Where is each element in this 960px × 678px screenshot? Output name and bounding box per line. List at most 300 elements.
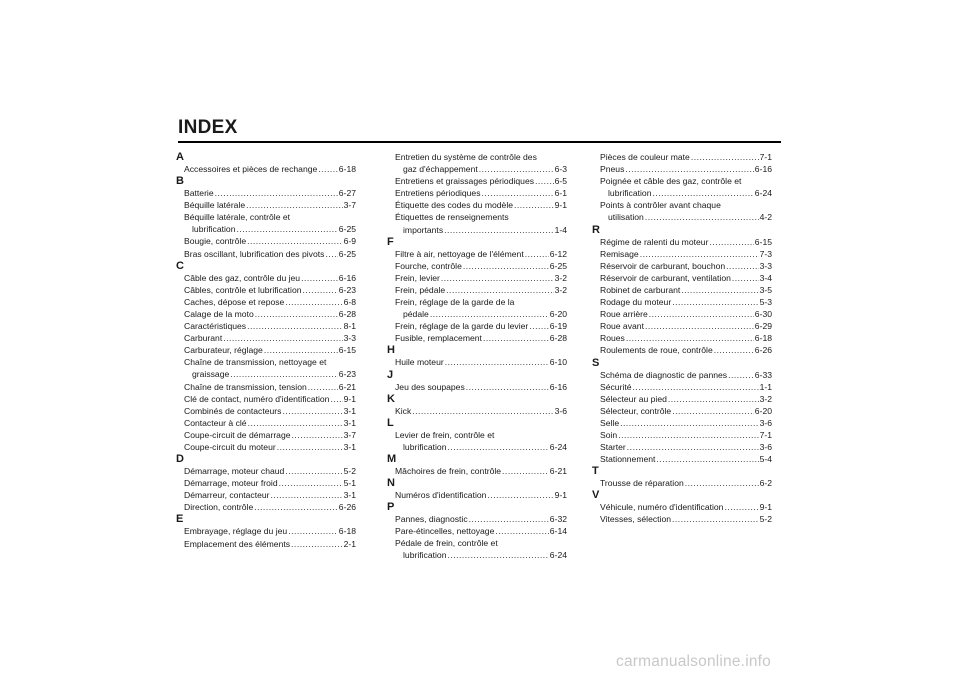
index-entry[interactable]	[184, 489, 356, 501]
index-entry[interactable]	[395, 248, 567, 260]
entry-text: Robinet de carburant	[600, 284, 681, 295]
index-entry[interactable]	[395, 489, 567, 501]
entry-text: Embrayage, réglage du jeu	[184, 526, 288, 537]
page-ref: 6-2	[759, 478, 772, 489]
page-ref: 6-33	[754, 369, 772, 380]
index-letter: E	[176, 513, 184, 526]
index-entry[interactable]	[395, 465, 567, 477]
page-ref: 3-3	[759, 260, 772, 271]
page-ref: 9-1	[554, 489, 567, 500]
page-ref: 3-1	[343, 441, 356, 452]
page-title: INDEX	[178, 117, 238, 138]
page-ref: 3-2	[554, 272, 567, 283]
dot-leader	[709, 236, 753, 248]
index-entry[interactable]	[184, 381, 356, 393]
page-ref: 6-14	[549, 526, 567, 537]
entry-text: Levier de frein, contrôle et	[395, 429, 495, 440]
entry-text: Frein, réglage de la garde de la	[395, 297, 515, 308]
entry-text: Réservoir de carburant, ventilation	[600, 272, 731, 283]
dot-leader	[292, 429, 343, 441]
entry-text: graissage	[192, 369, 230, 380]
page-ref: 5-2	[759, 514, 772, 525]
dot-leader	[255, 308, 338, 320]
page-ref: 6-20	[754, 405, 772, 416]
entry-text: Caches, dépose et repose	[184, 296, 285, 307]
index-entry[interactable]	[600, 513, 772, 525]
entry-text: Réservoir de carburant, bouchon	[600, 260, 726, 271]
page-ref: 6-26	[338, 502, 356, 513]
page-ref: 3-1	[343, 490, 356, 501]
dot-leader	[447, 549, 548, 561]
entry-text: pédale	[403, 309, 429, 320]
index-entry[interactable]	[184, 320, 356, 332]
page-ref: 6-32	[549, 514, 567, 525]
dot-leader	[247, 320, 342, 332]
page-ref: 3-7	[343, 429, 356, 440]
page-ref: 6-21	[338, 381, 356, 392]
dot-leader	[618, 429, 758, 441]
page-ref: 3-3	[343, 333, 356, 344]
index-letter: M	[387, 452, 397, 465]
entry-text: Démarrage, moteur chaud	[184, 466, 285, 477]
index-entry[interactable]	[600, 501, 772, 513]
index-entry[interactable]	[600, 429, 772, 441]
index-entry[interactable]	[184, 405, 356, 417]
dot-leader	[535, 175, 554, 187]
index-entry[interactable]	[184, 441, 356, 453]
page-ref: 3-7	[343, 200, 356, 211]
dot-leader	[230, 368, 338, 380]
index-entry[interactable]	[184, 393, 356, 405]
dot-leader	[303, 284, 338, 296]
entry-text: Sécurité	[600, 381, 632, 392]
index-entry[interactable]	[395, 296, 567, 320]
entry-text: Frein, levier	[395, 272, 440, 283]
page-ref: 6-25	[338, 248, 356, 259]
page-ref: 6-25	[549, 260, 567, 271]
dot-leader	[728, 369, 754, 381]
page-ref: 5-4	[759, 454, 772, 465]
page-ref: 9-1	[759, 502, 772, 513]
entry-text: Carburant	[184, 333, 223, 344]
page-ref: 3-6	[554, 405, 567, 416]
entry-text: Entretiens périodiques	[395, 188, 481, 199]
index-column-2	[387, 151, 567, 561]
index-entry[interactable]	[600, 477, 772, 489]
dot-leader	[285, 465, 342, 477]
index-letter: S	[592, 356, 600, 369]
page-ref: 5-2	[343, 466, 356, 477]
entry-text: Étiquette des codes du modèle	[395, 200, 514, 211]
title-rule	[178, 141, 781, 143]
page-ref: 6-19	[549, 321, 567, 332]
page-ref: 6-16	[338, 272, 356, 283]
page-ref: 6-16	[549, 381, 567, 392]
page-ref: 6-8	[343, 296, 356, 307]
page-ref: 1-4	[554, 224, 567, 235]
index-entry[interactable]	[600, 248, 772, 260]
dot-leader	[529, 320, 549, 332]
page-ref: 7-3	[759, 248, 772, 259]
entry-text: Emplacement des éléments	[184, 538, 291, 549]
dot-leader	[247, 235, 342, 247]
page-ref: 3-6	[759, 442, 772, 453]
dot-leader	[279, 477, 343, 489]
index-entry[interactable]	[184, 308, 356, 320]
index-letter: D	[176, 453, 184, 466]
entry-text: Contacteur à clé	[184, 417, 247, 428]
entry-text: utilisation	[608, 212, 644, 223]
index-entry[interactable]	[395, 272, 567, 284]
dot-leader	[264, 344, 338, 356]
page-ref: 6-20	[549, 309, 567, 320]
index-entry[interactable]	[600, 296, 772, 308]
entry-text: Roulements de roue, contrôle	[600, 345, 713, 356]
index-entry[interactable]	[184, 344, 356, 356]
index-entry[interactable]	[184, 187, 356, 199]
entry-text: Filtre à air, nettoyage de l'élément	[395, 248, 524, 259]
index-entry[interactable]	[600, 260, 772, 272]
page-ref: 6-26	[754, 345, 772, 356]
dot-leader	[649, 308, 754, 320]
watermark: carmanualsonline.info	[616, 653, 771, 670]
dot-leader	[330, 393, 342, 405]
index-entry[interactable]	[184, 525, 356, 537]
index-letter: P	[387, 501, 395, 514]
dot-leader	[732, 272, 759, 284]
index-entry[interactable]	[184, 211, 356, 235]
index-entry[interactable]	[184, 272, 356, 284]
entry-text: Coupe-circuit du moteur	[184, 441, 276, 452]
index-entry[interactable]	[600, 417, 772, 429]
dot-leader	[285, 296, 342, 308]
index-entry[interactable]	[395, 187, 567, 199]
page-ref: 6-1	[554, 188, 567, 199]
index-entry[interactable]	[184, 332, 356, 344]
dot-leader	[288, 525, 338, 537]
page-ref: 6-24	[549, 550, 567, 561]
dot-leader	[277, 441, 343, 453]
index-letter: H	[387, 344, 395, 357]
entry-text: Fourche, contrôle	[395, 260, 462, 271]
page-ref: 6-24	[754, 188, 772, 199]
entry-text: Batterie	[184, 188, 214, 199]
dot-leader	[254, 501, 338, 513]
page-ref: 6-12	[549, 248, 567, 259]
dot-leader	[672, 405, 754, 417]
dot-leader	[271, 489, 343, 501]
index-letter: L	[387, 416, 394, 429]
index-entry[interactable]	[395, 320, 567, 332]
page-ref: 6-15	[754, 236, 772, 247]
index-entry[interactable]	[600, 236, 772, 248]
index-letter: C	[176, 259, 184, 272]
index-entry[interactable]	[600, 199, 772, 223]
index-column-3	[592, 151, 772, 526]
index-entry[interactable]	[600, 381, 772, 393]
entry-text: Huile moteur	[395, 357, 444, 368]
index-entry[interactable]	[395, 537, 567, 561]
entry-text: Pneus	[600, 164, 625, 175]
index-letter: R	[592, 223, 600, 236]
entry-text: Schéma de diagnostic de pannes	[600, 369, 728, 380]
entry-text: Mâchoires de frein, contrôle	[395, 465, 502, 476]
dot-leader	[291, 538, 343, 550]
entry-text: Démarrage, moteur froid	[184, 478, 278, 489]
entry-text: Trousse de réparation	[600, 478, 684, 489]
dot-leader	[215, 187, 338, 199]
entry-text: Roues	[600, 333, 625, 344]
index-entry[interactable]	[600, 344, 772, 356]
dot-leader	[412, 405, 553, 417]
dot-leader	[446, 284, 553, 296]
dot-leader	[445, 356, 549, 368]
page-ref: 6-28	[338, 308, 356, 319]
entry-text: Câbles, contrôle et lubrification	[184, 284, 302, 295]
index-entry[interactable]	[600, 441, 772, 453]
index-entry[interactable]	[184, 417, 356, 429]
dot-leader	[282, 405, 342, 417]
index-entry[interactable]	[184, 429, 356, 441]
entry-text: Frein, réglage de la garde du levier	[395, 321, 529, 332]
index-entry[interactable]	[395, 284, 567, 296]
page-ref: 7-1	[759, 429, 772, 440]
entry-text: Remisage	[600, 248, 639, 259]
entry-text: Fusible, remplacement	[395, 333, 482, 344]
dot-leader	[525, 248, 549, 260]
index-entry[interactable]	[600, 151, 772, 163]
entry-text: Démarreur, contacteur	[184, 490, 270, 501]
page-ref: 6-23	[338, 369, 356, 380]
page-ref: 3-2	[554, 284, 567, 295]
dot-leader	[248, 417, 343, 429]
index-entry[interactable]	[184, 538, 356, 550]
dot-leader	[627, 441, 759, 453]
entry-text: Coupe-circuit de démarrage	[184, 429, 291, 440]
dot-leader	[466, 381, 549, 393]
entry-text: Véhicule, numéro d'identification	[600, 502, 724, 513]
index-entry[interactable]	[600, 405, 772, 417]
index-entry[interactable]	[184, 199, 356, 211]
entry-text: Chaîne de transmission, nettoyage et	[184, 357, 327, 368]
dot-leader	[681, 284, 758, 296]
page-ref: 9-1	[343, 393, 356, 404]
index-entry[interactable]	[395, 525, 567, 537]
page-ref: 6-21	[549, 465, 567, 476]
index-entry[interactable]	[395, 513, 567, 525]
index-entry[interactable]	[184, 501, 356, 513]
page-ref: 6-18	[338, 526, 356, 537]
index-entry[interactable]	[600, 284, 772, 296]
dot-leader	[645, 320, 754, 332]
entry-text: Entretiens et graissages périodiques	[395, 176, 535, 187]
dot-leader	[620, 417, 758, 429]
index-letter: V	[592, 489, 600, 502]
page-ref: 5-3	[759, 297, 772, 308]
index-entry[interactable]	[184, 235, 356, 247]
dot-leader	[652, 187, 753, 199]
dot-leader	[640, 248, 759, 260]
dot-leader	[633, 381, 759, 393]
entry-text: Chaîne de transmission, tension	[184, 381, 307, 392]
index-entry[interactable]	[184, 356, 356, 380]
entry-text: Régime de ralenti du moteur	[600, 236, 709, 247]
entry-text: Frein, pédale	[395, 284, 446, 295]
index-entry[interactable]	[600, 272, 772, 284]
dot-leader	[625, 163, 753, 175]
entry-text: Vitesses, sélection	[600, 514, 672, 525]
entry-text: Bras oscillant, lubrification des pivots	[184, 248, 325, 259]
entry-text: Pannes, diagnostic	[395, 514, 468, 525]
dot-leader	[656, 453, 758, 465]
page-ref: 6-28	[549, 333, 567, 344]
index-entry[interactable]	[184, 163, 356, 175]
index-column-1	[176, 151, 356, 550]
dot-leader	[444, 224, 553, 236]
index-letter: T	[592, 465, 599, 478]
dot-leader	[469, 513, 549, 525]
page-ref: 7-1	[759, 152, 772, 162]
index-entry[interactable]	[395, 356, 567, 368]
dot-leader	[430, 308, 549, 320]
entry-text: Direction, contrôle	[184, 502, 254, 513]
dot-leader	[463, 260, 549, 272]
dot-leader	[482, 187, 554, 199]
index-letter: A	[176, 151, 184, 163]
entry-text: Sélecteur, contrôle	[600, 405, 672, 416]
dot-leader	[447, 441, 548, 453]
entry-text: importants	[403, 224, 444, 235]
index-letter: B	[176, 175, 184, 188]
dot-leader	[325, 248, 337, 260]
entry-text: Soin	[600, 429, 618, 440]
index-entry[interactable]	[600, 163, 772, 175]
page-ref: 4-2	[759, 212, 772, 223]
entry-text: Béquille latérale, contrôle et	[184, 212, 291, 223]
entry-text: lubrification	[403, 550, 447, 561]
page-ref: 6-29	[754, 321, 772, 332]
entry-text: Accessoires et pièces de rechange	[184, 164, 318, 174]
dot-leader	[724, 501, 758, 513]
page-ref: 6-3	[554, 164, 567, 175]
index-entry[interactable]	[600, 175, 772, 199]
dot-leader	[308, 381, 338, 393]
entry-text: Entretien du système de contrôle des	[395, 152, 537, 162]
page-ref: 3-2	[759, 393, 772, 404]
entry-text: Selle	[600, 417, 620, 428]
page-ref: 6-24	[549, 441, 567, 452]
entry-text: Étiquettes de renseignements	[395, 212, 509, 223]
entry-text: Béquille latérale	[184, 200, 246, 211]
entry-text: Combinés de contacteurs	[184, 405, 282, 416]
index-entry[interactable]	[395, 211, 567, 235]
index-entry[interactable]	[395, 429, 567, 453]
index-entry[interactable]	[395, 405, 567, 417]
dot-leader	[502, 465, 549, 477]
index-entry[interactable]	[395, 199, 567, 211]
index-letter: K	[387, 392, 395, 405]
page-ref: 6-15	[338, 345, 356, 356]
dot-leader	[672, 513, 759, 525]
index-entry[interactable]	[600, 393, 772, 405]
page-ref: 3-1	[343, 417, 356, 428]
dot-leader	[514, 199, 554, 211]
page-ref: 8-1	[343, 321, 356, 332]
dot-leader	[236, 223, 337, 235]
dot-leader	[668, 393, 759, 405]
page-ref: 6-10	[549, 357, 567, 368]
entry-text: Starter	[600, 442, 626, 453]
entry-text: lubrification	[192, 224, 236, 235]
dot-leader	[691, 151, 759, 163]
dot-leader	[441, 272, 554, 284]
dot-leader	[645, 211, 759, 223]
index-entry[interactable]	[395, 175, 567, 187]
index-entry[interactable]	[395, 381, 567, 393]
page-ref: 9-1	[554, 200, 567, 211]
page-ref: 3-4	[759, 272, 772, 283]
page-ref: 6-27	[338, 188, 356, 199]
index-entry[interactable]	[184, 477, 356, 489]
index-letter: F	[387, 235, 394, 248]
index-entry[interactable]	[600, 453, 772, 465]
entry-text: gaz d'échappement	[403, 164, 478, 175]
dot-leader	[301, 272, 338, 284]
page-ref: 3-1	[343, 405, 356, 416]
index-entry[interactable]	[600, 308, 772, 320]
index-entry[interactable]	[184, 284, 356, 296]
dot-leader	[318, 163, 338, 175]
index-entry[interactable]	[395, 260, 567, 272]
entry-text: Poignée et câble des gaz, contrôle et	[600, 176, 742, 187]
dot-leader	[483, 332, 549, 344]
entry-text: Numéros d'identification	[395, 489, 487, 500]
entry-text: Points à contrôler avant chaque	[600, 200, 721, 211]
page-ref: 6-16	[754, 164, 772, 175]
page-ref: 3-6	[759, 417, 772, 428]
entry-text: Rodage du moteur	[600, 297, 672, 308]
dot-leader	[479, 163, 554, 175]
entry-text: Jeu des soupapes	[395, 381, 465, 392]
entry-text: Clé de contact, numéro d'identification	[184, 393, 330, 404]
index-entry[interactable]	[600, 320, 772, 332]
page-ref: 6-9	[343, 236, 356, 247]
page-ref: 6-18	[338, 164, 356, 174]
dot-leader	[487, 489, 553, 501]
page-ref: 6-18	[754, 333, 772, 344]
index-entry[interactable]	[184, 248, 356, 260]
index-entry[interactable]	[395, 151, 567, 175]
index-letter: N	[387, 476, 395, 489]
entry-text: lubrification	[608, 188, 652, 199]
entry-text: Câble des gaz, contrôle du jeu	[184, 272, 301, 283]
entry-text: Bougie, contrôle	[184, 236, 247, 247]
entry-text: Pare-étincelles, nettoyage	[395, 526, 495, 537]
index-entry[interactable]	[184, 465, 356, 477]
page-ref: 5-1	[343, 478, 356, 489]
entry-text: Calage de la moto	[184, 308, 254, 319]
page-ref: 6-5	[554, 176, 567, 187]
entry-text: Sélecteur au pied	[600, 393, 667, 404]
index-entry[interactable]	[600, 332, 772, 344]
entry-text: Kick	[395, 405, 412, 416]
dot-leader	[714, 344, 754, 356]
index-entry[interactable]	[184, 296, 356, 308]
dot-leader	[626, 332, 754, 344]
dot-leader	[685, 477, 759, 489]
index-entry[interactable]	[600, 369, 772, 381]
index-entry[interactable]	[395, 332, 567, 344]
